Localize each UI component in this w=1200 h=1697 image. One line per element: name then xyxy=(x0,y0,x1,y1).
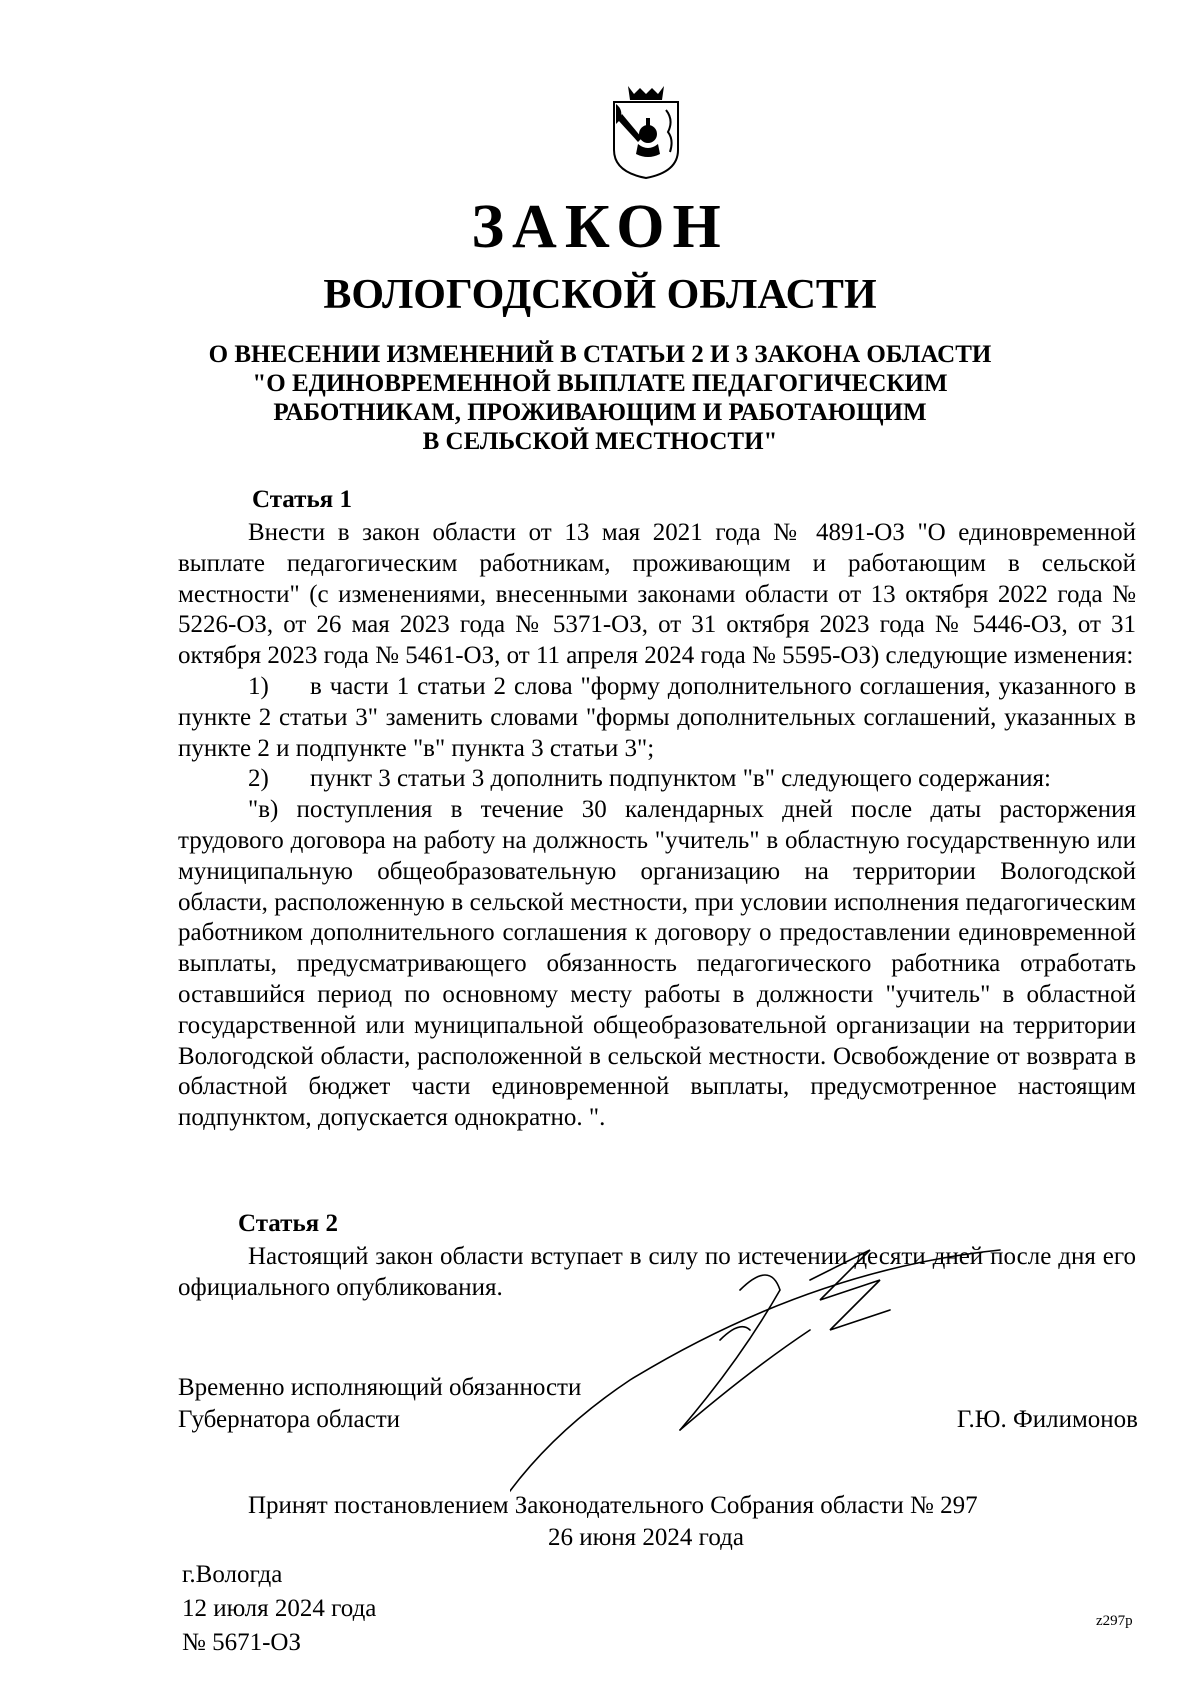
article-2-title: Статья 2 xyxy=(238,1210,338,1237)
document-footer xyxy=(182,1558,376,1660)
article-1-title: Статья 1 xyxy=(252,486,352,513)
vologda-coat-of-arms-icon xyxy=(608,80,684,180)
position-line: Губернатора области xyxy=(178,1406,400,1433)
item-text: пункт 3 статьи 3 дополнить подпунктом "в" следующего содержания: xyxy=(310,765,1051,793)
heading-line: РАБОТНИКАМ, ПРОЖИВАЮЩИМ И РАБОТАЮЩИМ xyxy=(273,399,927,426)
amendment-quote: "в) поступления в течение 30 календарных дней после даты расторжения трудового договора на работу на должность "учитель" в областную государственную или муниципальную общеобразовательную организацию на территории Вологодской области, расположенную в сельской местности, при условии исполнения педагогическим работником дополнительного соглашения к договору о предоставлении единовременной выплаты, предусматривающего обязанность педагогического работника отработать оставшийся период по основному месту работы в должности "учитель" в областной государственной или муниципальной общеобразовательной организации на территории Вологодской области, расположенной в сельской местности. Освобождение от возврата в областной бюджет части единовременной выплаты, предусмотренное настоящим подпунктом, допускается однократно. ". xyxy=(178,796,1136,1132)
adoption-line: Принят постановлением Законодательного Собрания области № 297 xyxy=(248,1492,978,1519)
footer-city: г.Вологда xyxy=(182,1561,283,1588)
heading-line: "О ЕДИНОВРЕМЕННОЙ ВЫПЛАТЕ ПЕДАГОГИЧЕСКИМ xyxy=(252,370,948,397)
heading-line: О ВНЕСЕНИИ ИЗМЕНЕНИЙ В СТАТЬИ 2 И 3 ЗАКОНА ОБЛАСТИ xyxy=(208,341,992,368)
item-number: 2) xyxy=(248,765,269,793)
heading-line: В СЕЛЬСКОЙ МЕСТНОСТИ" xyxy=(422,428,778,455)
amendment-item-1 xyxy=(178,672,1136,764)
document-title: ЗАКОН xyxy=(471,193,729,261)
article-1-body xyxy=(178,518,1136,1134)
signatory-name: Г.Ю. Филимонов xyxy=(956,1406,1138,1433)
item-text: в части 1 статьи 2 слова "форму дополнительного соглашения, указанного в пункте 2 статьи 3" заменить словами "формы дополнительных соглашений, указанных в пункте 2 и подпункте "в" пункта 3 статьи 3"; xyxy=(178,672,1136,762)
article-1-intro: Внести в закон области от 13 мая 2021 года № 4891-ОЗ "О единовременной выплате педагогическим работникам, проживающим и работающим в сельской местности" (с изменениями, внесенными законами области от 13 октября 2022 года № 5226-ОЗ, от 26 мая 2023 года № 5371-ОЗ, от 31 октября 2023 года № 5446-ОЗ, от 31 октября 2023 года № 5461-ОЗ, от 11 апреля 2024 года № 5595-ОЗ) следующие изменения: xyxy=(178,519,1136,670)
footer-date: 12 июля 2024 года xyxy=(182,1595,377,1622)
footer-number: № 5671-ОЗ xyxy=(182,1629,302,1656)
amendment-item-2 xyxy=(178,764,1136,795)
position-line: Временно исполняющий обязанности xyxy=(178,1374,582,1401)
adoption-date: 26 июня 2024 года xyxy=(548,1524,744,1551)
article-2-text: Настоящий закон области вступает в силу по истечении десяти дней после дня его официального опубликования. xyxy=(178,1243,1136,1301)
item-number: 1) xyxy=(248,672,269,700)
document-code: z297р xyxy=(1096,1613,1133,1629)
law-heading xyxy=(0,340,1200,456)
handwritten-signature xyxy=(510,1230,1110,1510)
document-subtitle: ВОЛОГОДСКОЙ ОБЛАСТИ xyxy=(323,272,877,318)
